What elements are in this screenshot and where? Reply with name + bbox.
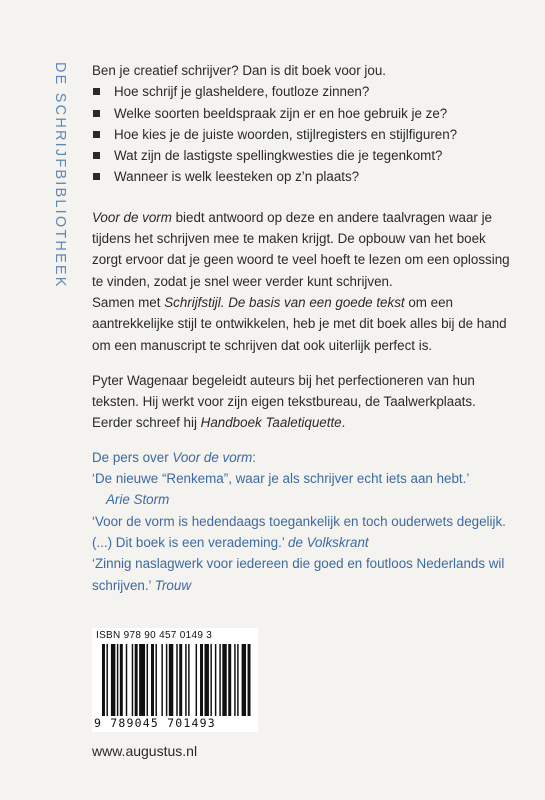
list-item: Hoe kies je de juiste woorden, stijlregisters en stijlfiguren?	[92, 124, 512, 145]
author-end: .	[341, 415, 346, 431]
quote-source-name: de Volkskrant	[288, 534, 369, 550]
description-paragraph	[92, 207, 512, 292]
barcode-bar	[120, 644, 123, 716]
previous-book-title: Handboek Taaletiquette	[200, 415, 342, 431]
barcode-bar	[248, 644, 251, 716]
quote-text: ‘De nieuwe “Renkema”, waar je als schrijver echt iets aan hebt.’	[92, 471, 470, 487]
description-text: biedt antwoord op deze en andere taalvragen waar je tijdens het schrijven mee te maken krijgt. De opbouw van het boek zorgt ervoor dat je geen woord te veel hoeft te lezen om een oplossing te vinden, zodat je snel weer verder kunt schrijven.	[92, 209, 510, 289]
quote-source	[92, 489, 512, 510]
barcode-bar	[126, 644, 127, 716]
barcode-bar	[155, 644, 156, 716]
press-quote	[92, 468, 512, 489]
author-text: Pyter Wagenaar begeleidt auteurs bij het perfectioneren van hun teksten. Hij werkt voor zijn eigen tekstbureau, de Taalwerkplaats. Eerder schreef hij	[92, 372, 476, 431]
barcode-bar	[161, 644, 162, 716]
barcode-bar	[210, 644, 211, 716]
book-title: Voor de vorm	[92, 209, 172, 225]
series-spine-title: DE SCHRIJFBIBLIOTHEEK	[52, 62, 68, 289]
barcode-bar	[169, 644, 173, 716]
isbn-barcode	[92, 628, 258, 732]
barcode-bar	[200, 644, 203, 716]
companion-book-title: Schrijfstijl. De basis van een goede tekst	[164, 294, 405, 310]
list-item: Hoe schrijf je glasheldere, foutloze zinnen?	[92, 81, 512, 102]
press-heading-suffix: :	[252, 449, 257, 465]
barcode-bar	[185, 644, 186, 716]
companion-prefix: Samen met	[92, 294, 165, 310]
press-heading-title: Voor de vorm	[172, 449, 253, 465]
barcode-bar	[179, 644, 182, 716]
press-quotes	[92, 447, 512, 596]
question-list	[92, 81, 512, 187]
barcode-bar	[102, 644, 105, 716]
companion-paragraph	[92, 292, 512, 356]
barcode-bar	[147, 644, 148, 716]
barcode-bar	[151, 644, 154, 716]
quote-source-name: Arie Storm	[106, 492, 170, 508]
isbn-label: ISBN 978 90 457 0149 3	[96, 630, 213, 641]
barcode-bar	[132, 644, 133, 716]
barcode-bar	[188, 644, 189, 716]
quote-source-name: Trouw	[154, 577, 191, 593]
list-item: Wat zijn de lastigste spellingkwesties die je tegenkomt?	[92, 145, 512, 166]
barcode-bar	[204, 644, 208, 716]
barcode-bar	[117, 644, 118, 716]
barcode-bar	[215, 644, 216, 716]
barcode-bar	[135, 644, 138, 716]
barcode-bar	[166, 644, 167, 716]
press-heading-prefix: De pers over	[92, 449, 173, 465]
barcode-bar	[106, 644, 107, 716]
barcode-bar	[222, 644, 226, 716]
press-heading	[92, 447, 512, 468]
barcode-bar	[139, 644, 145, 716]
barcode-bar	[176, 644, 177, 716]
barcode-bar	[242, 644, 246, 716]
barcode-bar	[237, 644, 238, 716]
quote-text: ‘Voor de vorm is hedendaags toegankelijk en toch ouderwets degelijk. (...) Dit boek is een verademing.’	[92, 513, 506, 550]
press-quote	[92, 511, 512, 554]
barcode-bar	[196, 644, 197, 716]
barcode-bar	[228, 644, 231, 716]
publisher-website: www.augustus.nl	[92, 743, 198, 759]
author-bio	[92, 370, 512, 434]
barcode-bar	[219, 644, 220, 716]
companion-suffix: om een aantrekkelijke stijl te ontwikkelen, heb je met dit boek alles bij de hand om een manuscript te schrijven dat ook uiterlijk perfect is.	[92, 294, 507, 353]
list-item: Wanneer is welk leesteken op z’n plaats?	[92, 166, 512, 187]
barcode-bars	[102, 644, 252, 716]
quote-text: ‘Zinnig naslagwerk voor iedereen die goed en foutloos Nederlands wil schrijven.’	[92, 556, 505, 593]
intro-line: Ben je creatief schrijver? Dan is dit boek voor jou.	[92, 63, 386, 78]
barcode-bar	[111, 644, 115, 716]
list-item: Welke soorten beeldspraak zijn er en hoe gebruik je ze?	[92, 103, 512, 124]
back-cover-text	[92, 60, 512, 596]
barcode-digits: 9 789045 701493	[94, 716, 216, 730]
barcode-bar	[234, 644, 235, 716]
press-quote	[92, 553, 512, 596]
